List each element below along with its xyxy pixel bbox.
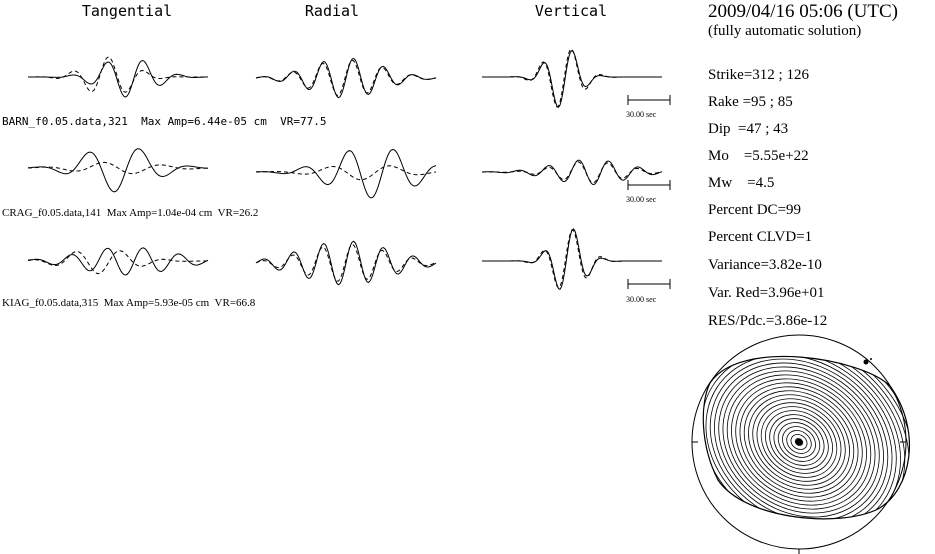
time-scale-label: 30.00 sec bbox=[626, 110, 657, 119]
param-var-red: Var. Red=3.96e+01 bbox=[708, 285, 825, 301]
time-scale-bar bbox=[626, 180, 670, 204]
observed-waveform bbox=[256, 241, 436, 284]
synthetic-waveform bbox=[482, 230, 662, 288]
param-strike: Strike=312 ; 126 bbox=[708, 67, 809, 83]
time-scale-label: 30.00 sec bbox=[626, 295, 657, 304]
param-dip: Dip =47 ; 43 bbox=[708, 121, 789, 137]
param-mo: Mo =5.55e+22 bbox=[708, 148, 809, 164]
header-tangential: Tangential bbox=[81, 2, 173, 20]
p-axis-marker-dot bbox=[870, 358, 872, 360]
station-caption-kiag: KIAG_f0.05.data,315 Max Amp=5.93e-05 cm VR=66.8 bbox=[2, 297, 256, 309]
time-scale-label: 30.00 sec bbox=[626, 195, 657, 204]
station-caption-barn: BARN_f0.05.data,321 Max Amp=6.44e-05 cm VR=77.5 bbox=[2, 115, 327, 128]
compression-ring bbox=[672, 319, 926, 554]
header-radial: Radial bbox=[304, 2, 360, 20]
synthetic-waveform bbox=[482, 49, 662, 107]
waveform-panels bbox=[28, 49, 662, 289]
event-datetime: 2009/04/16 05:06 (UTC) bbox=[708, 1, 898, 22]
observed-waveform bbox=[256, 58, 436, 97]
station-caption-crag: CRAG_f0.05.data,141 Max Amp=1.04e-04 cm VR=26.2 bbox=[2, 207, 259, 219]
observed-waveform bbox=[28, 248, 208, 275]
solution-mode: (fully automatic solution) bbox=[708, 23, 862, 39]
observed-waveform bbox=[482, 51, 662, 108]
synthetic-waveform bbox=[256, 166, 436, 180]
solution-params bbox=[708, 67, 827, 329]
synthetic-waveform bbox=[28, 162, 208, 173]
p-axis-marker bbox=[864, 360, 869, 365]
compression-ring bbox=[643, 291, 935, 554]
observed-waveform bbox=[28, 149, 208, 192]
param-res-pdc: RES/Pdc.=3.86e-12 bbox=[708, 313, 828, 329]
time-scale-bar bbox=[626, 95, 670, 119]
observed-waveform bbox=[482, 229, 662, 289]
param-variance: Variance=3.82e-10 bbox=[708, 257, 822, 273]
param-mw: Mw =4.5 bbox=[708, 175, 775, 191]
header-vertical: Vertical bbox=[534, 2, 608, 20]
param-percent-clvd: Percent CLVD=1 bbox=[708, 229, 813, 245]
param-percent-dc: Percent DC=99 bbox=[708, 202, 802, 218]
time-scale-bar bbox=[626, 279, 670, 304]
param-rake: Rake =95 ; 85 bbox=[708, 94, 793, 110]
observed-waveform bbox=[482, 160, 662, 184]
t-axis-marker bbox=[796, 439, 803, 446]
